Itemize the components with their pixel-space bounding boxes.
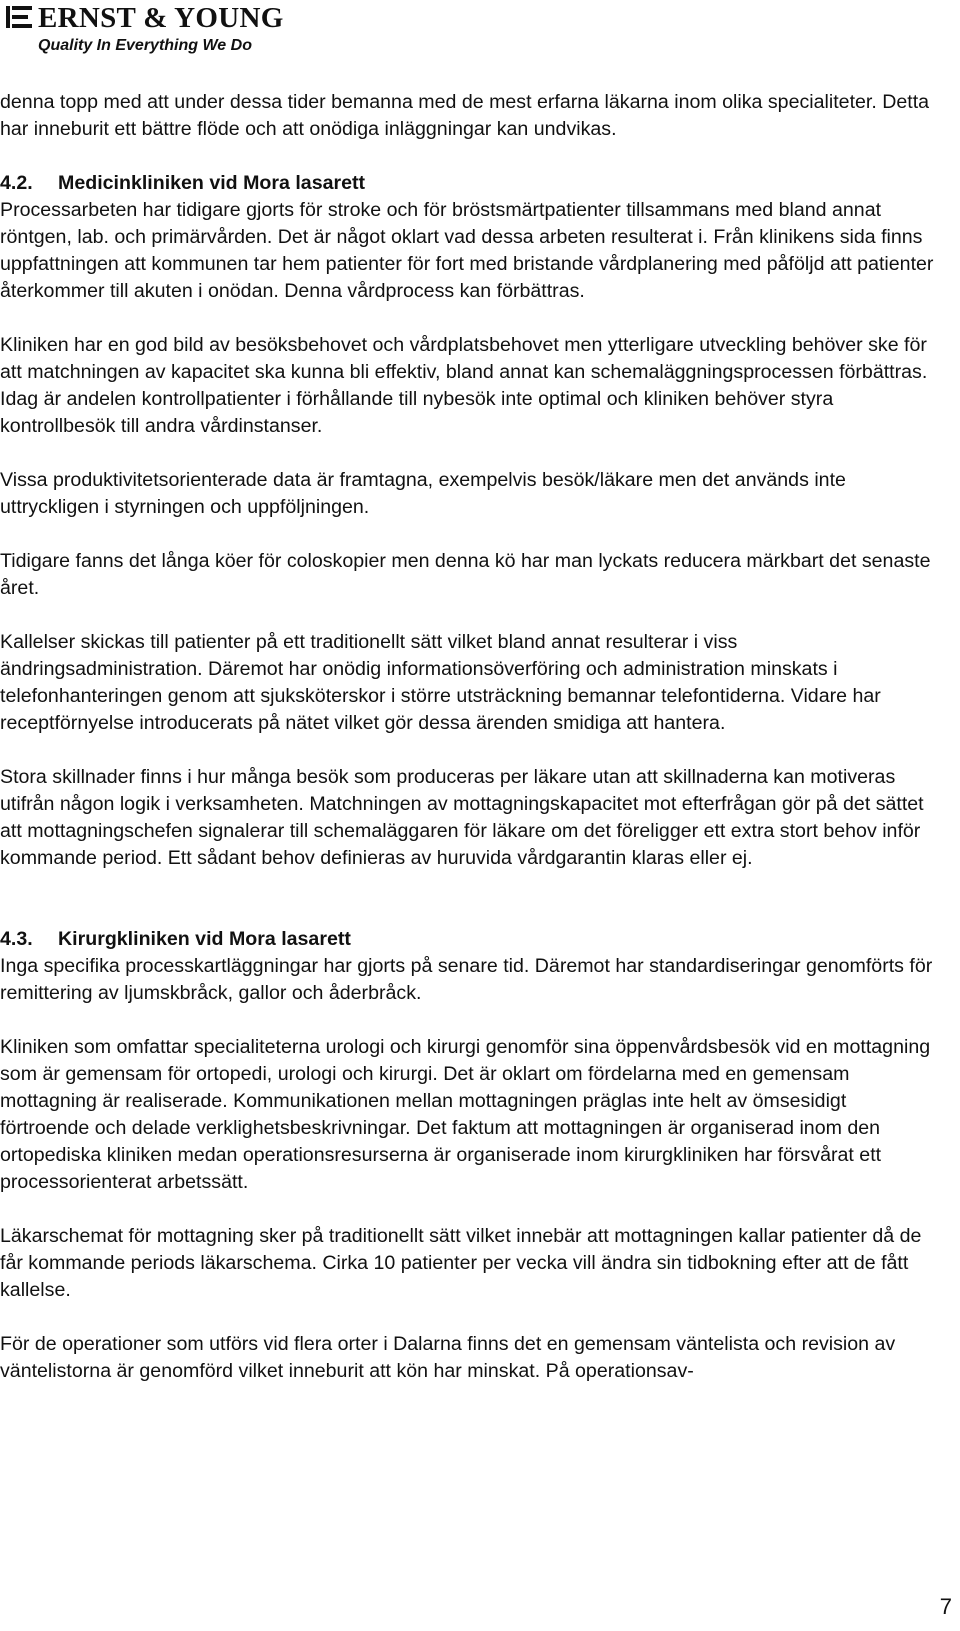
paragraph: För de operationer som utförs vid flera orter i Dalarna finns det en gemensam väntelista och revision av väntelistorna är genomförd vilket inneburit att kön har minskat. På operationsav-: [0, 1333, 896, 1382]
section-number: 4.2.: [0, 172, 33, 194]
paragraph: Läkarschemat för mottagning sker på traditionellt sätt vilket innebär att mottagningen kallar patienter då de får kommande periods läkarschema. Cirka 10 patienter per vecka vill ändra sin tidbokning efter att de fått kallelse.: [0, 1225, 922, 1301]
paragraph: Kallelser skickas till patienter på ett traditionellt sätt vilket bland annat resulterar i viss ändringsadministration. Däremot har onödig informationsöverföring och administration minskats i telefonhanteringen genom att sjuksköterskor i större utsträckning bemannar telefontiderna. Vidare har receptförnyelse introducerats på nätet vilket gör dessa ärenden smidiga att hantera.: [0, 631, 881, 734]
paragraph: Vissa produktivitetsorienterade data är framtagna, exempelvis besök/läkare men det används inte uttryckligen i styrningen och uppföljningen.: [0, 469, 846, 518]
logo-company-name: ERNST & YOUNG: [38, 2, 284, 34]
ernst-young-logo-mark-icon: [6, 6, 32, 28]
page-number: 7: [939, 1594, 952, 1619]
intro-paragraph: denna topp med att under dessa tider bemanna med de mest erfarna läkarna inom olika specialiteter. Detta har inneburit ett bättre flöde och att onödiga inläggningar kan undvikas.: [0, 91, 930, 140]
logo-tagline: Quality In Everything We Do: [38, 37, 252, 54]
document-body: [0, 89, 935, 1412]
paragraph: Stora skillnader finns i hur många besök som produceras per läkare utan att skillnaderna kan motiveras utifrån någon logik i verksamheten. Matchningen av mottagningskapacitet mot efterfrågan gör på det sättet att mottagningschefen signalerar till schemaläggaren för läkare om det föreligger ett extra stort behov inför kommande period. Ett sådant behov definieras av huruvida vårdgarantin klaras eller ej.: [0, 766, 924, 869]
ernst-young-logo: [6, 2, 284, 60]
section-title: Medicinkliniken vid Mora lasarett: [58, 172, 366, 194]
paragraph: Processarbeten har tidigare gjorts för stroke och för bröstsmärtpatienter tillsammans med bland annat röntgen, lab. och primärvården. Det är något oklart vad dessa arbeten resulterat i. Från klinikens sida finns uppfattningen att kommunen tar hem patienter för fort med bristande vårdplanering med påföljd att patienter återkommer till akuten i onödan. Denna vårdprocess kan förbättras.: [0, 199, 934, 302]
section-heading-4-2: [0, 170, 935, 197]
paragraph: Kliniken har en god bild av besöksbehovet och vårdplatsbehovet men ytterligare utveckling behöver ske för att matchningen av kapacitet ska kunna bli effektiv, bland annat kan schemaläggningsprocessen förbättras. Idag är andelen kontrollpatienter i förhållande till nybesök inte optimal och kliniken behöver styra kontrollbesök till andra vårdinstanser.: [0, 334, 928, 437]
paragraph: Kliniken som omfattar specialiteterna urologi och kirurgi genomför sina öppenvårdsbesök vid en mottagning som är gemensam för ortopedi, urologi och kirurgi. Det är oklart om fördelarna med en gemensam mottagning är realiserade. Kommunikationen mellan mottagningen präglas inte helt av ömsesidigt förtroende och delade verklighetsbeskrivningar. Det faktum att mottagningen är organiserad inom den ortopediska kliniken medan operationsresurserna är organiserade inom kirurgkliniken har försvårat ett processorienterat arbetssätt.: [0, 1036, 931, 1193]
section-heading-4-3: [0, 926, 935, 953]
section-title: Kirurgkliniken vid Mora lasarett: [58, 928, 351, 950]
paragraph: Tidigare fanns det långa köer för coloskopier men denna kö har man lyckats reducera märkbart det senaste året.: [0, 550, 931, 599]
paragraph: Inga specifika processkartläggningar har gjorts på senare tid. Däremot har standardiseringar genomförts för remittering av ljumskbråck, gallor och åderbråck.: [0, 955, 933, 1004]
section-number: 4.3.: [0, 928, 33, 950]
